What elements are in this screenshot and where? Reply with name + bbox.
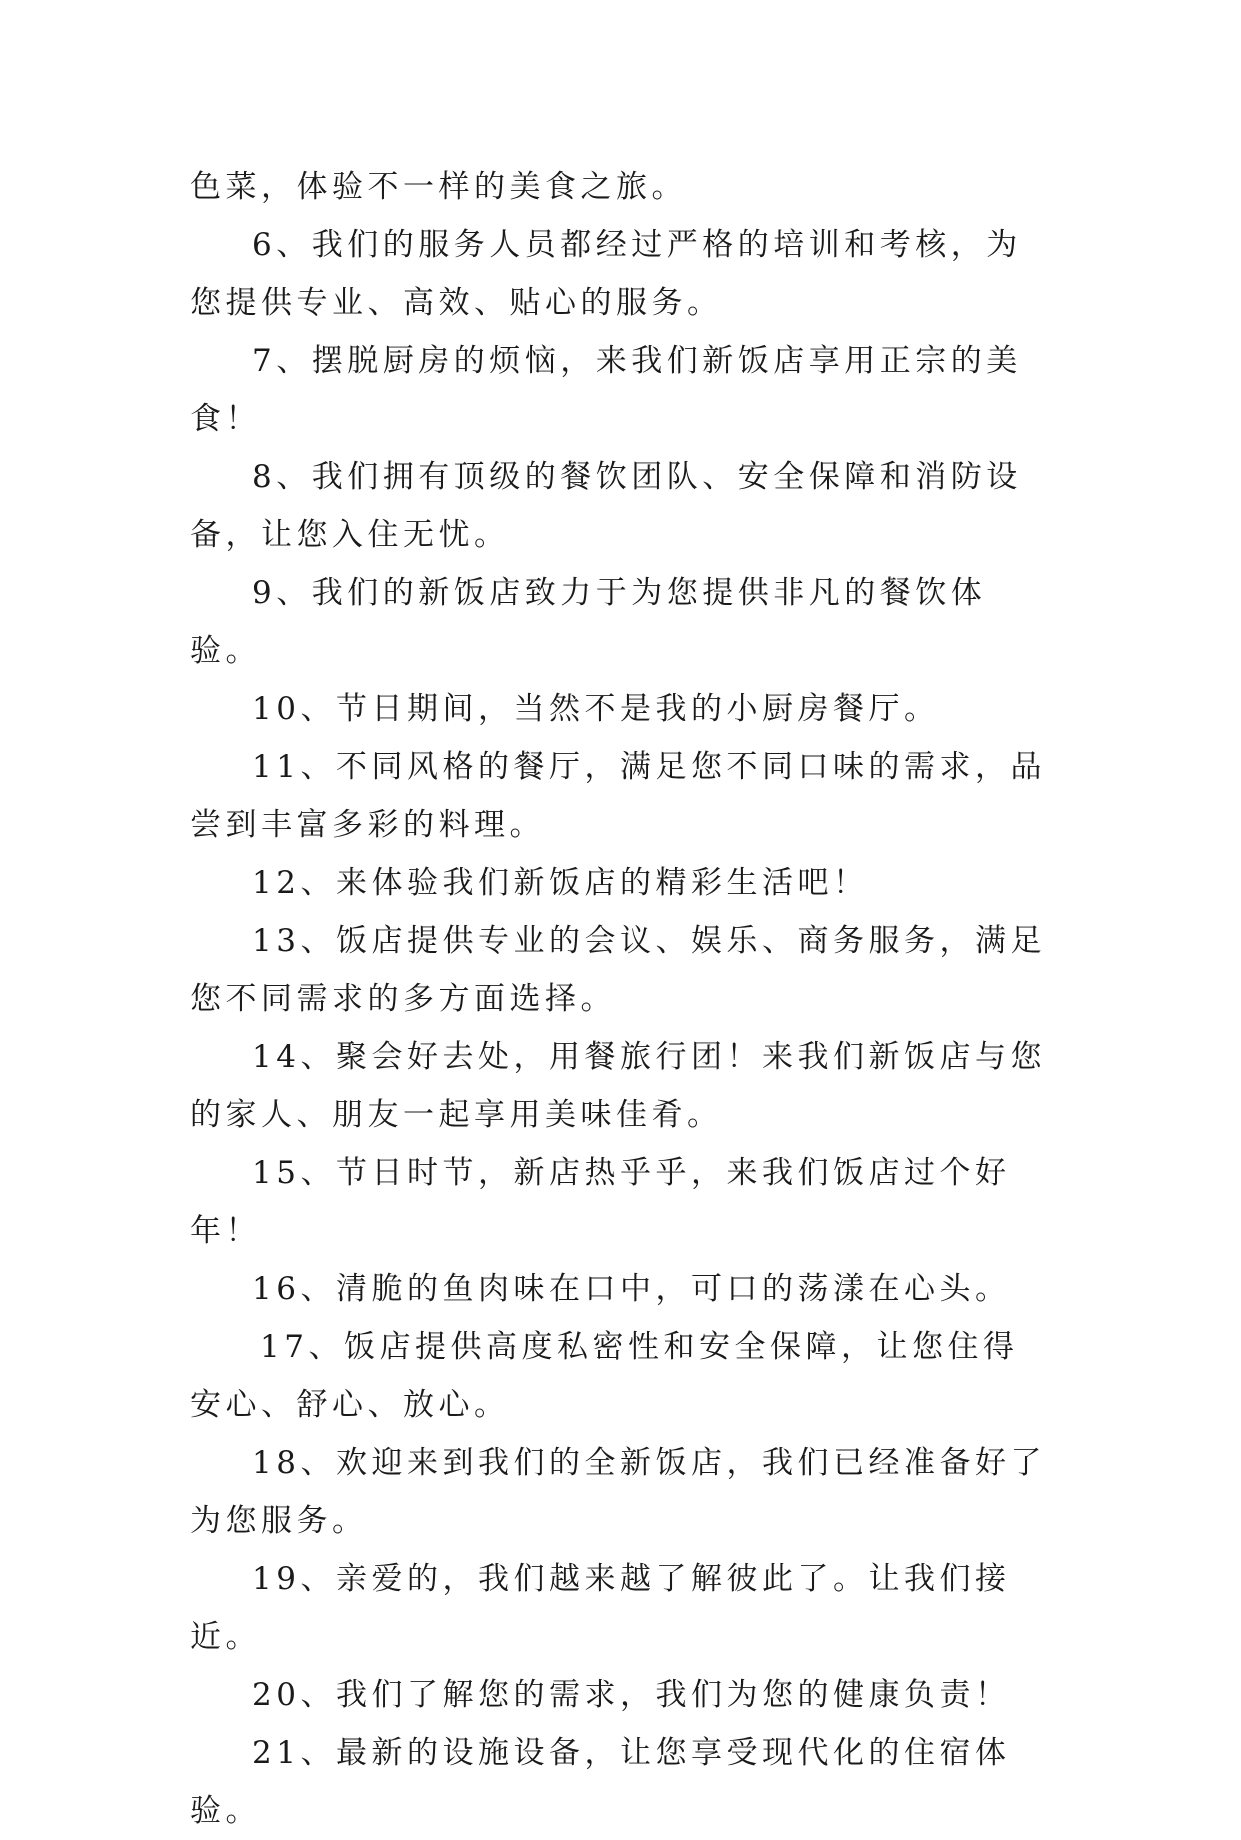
paragraph-item-16: 16、清脆的鱼肉味在口中，可口的荡漾在心头。 [252,1271,1011,1307]
paragraph-item-8: 8、我们拥有顶级的餐饮团队、安全保障和消防设备，让您入住无忧。 [190,459,1022,553]
paragraph-item-14: 14、聚会好去处，用餐旅行团！来我们新饭店与您的家人、朋友一起享用美味佳肴。 [190,1039,1046,1133]
paragraph-item-21: 21、最新的设施设备，让您享受现代化的住宿体验。 [190,1735,1011,1829]
paragraph-item-12: 12、来体验我们新饭店的精彩生活吧！ [252,865,869,901]
paragraph-continuation: 色菜，体验不一样的美食之旅。 [190,169,687,205]
paragraph-item-9: 9、我们的新饭店致力于为您提供非凡的餐饮体验。 [190,575,987,669]
paragraph-item-10: 10、节日期间，当然不是我的小厨房餐厅。 [252,691,940,727]
paragraph-item-18: 18、欢迎来到我们的全新饭店，我们已经准备好了为您服务。 [190,1445,1046,1539]
paragraph-item-17: 17、饭店提供高度私密性和安全保障，让您住得安心、舒心、放心。 [190,1329,1019,1423]
paragraph-item-6: 6、我们的服务人员都经过严格的培训和考核，为您提供专业、高效、贴心的服务。 [190,227,1022,321]
paragraph-item-11: 11、不同风格的餐厅，满足您不同口味的需求，品尝到丰富多彩的料理。 [190,749,1046,843]
paragraph-item-7: 7、摆脱厨房的烦恼，来我们新饭店享用正宗的美食！ [190,343,1022,437]
document-body [190,158,1050,1840]
paragraph-item-20: 20、我们了解您的需求，我们为您的健康负责！ [252,1677,1011,1713]
paragraph-item-15: 15、节日时节，新店热乎乎，来我们饭店过个好年！ [190,1155,1011,1249]
paragraph-item-19: 19、亲爱的，我们越来越了解彼此了。让我们接近。 [190,1561,1011,1655]
paragraph-item-13: 13、饭店提供专业的会议、娱乐、商务服务，满足您不同需求的多方面选择。 [190,923,1046,1017]
